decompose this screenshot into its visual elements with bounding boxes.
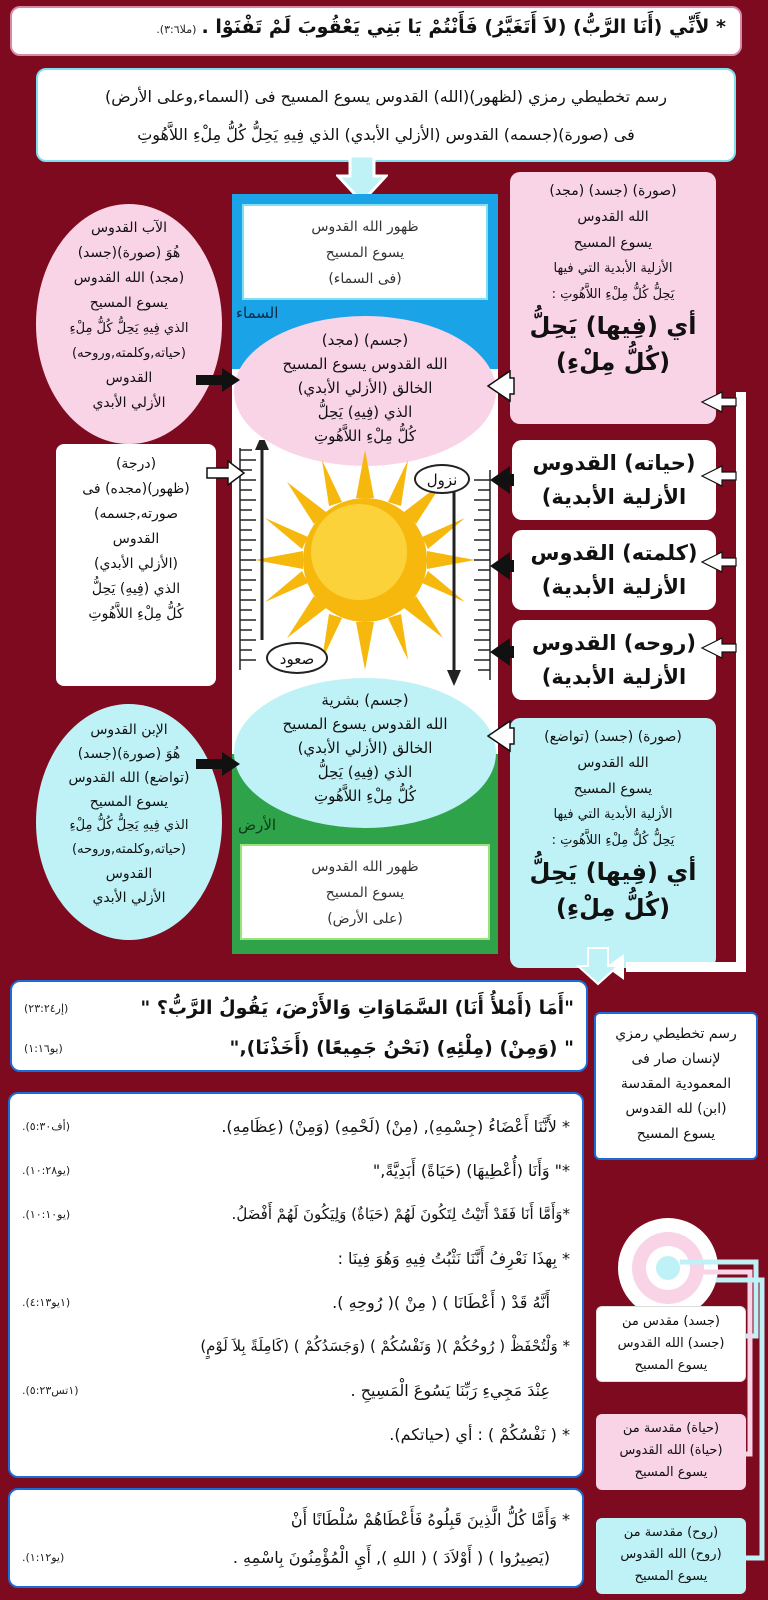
left-white-line-5: (الأزلي الأبدي)	[93, 556, 179, 572]
arrow-left-pink-to-top-oval	[196, 368, 240, 392]
life-line-2: الأزلية الأبدية)	[541, 485, 687, 509]
final-text-2: (يَصِيرُوا ) ( أَوْلاَدَ ) ( اللهِ ), أَيِ الْمُؤْمِنُونَ بِاسْمِهِ .	[232, 1547, 550, 1567]
left-white-line-6: الذي (فِيهِ) يَحِلُّ	[91, 581, 181, 597]
final-box	[8, 1488, 584, 1588]
left-cyan-line-2: هُوَ (صورة)(جسد)	[77, 746, 181, 762]
verse-ref-2: (يو١:١٦)	[24, 1041, 63, 1055]
intro-line-1: رسم تخطيطي رمزي (لظهور)(الله) القدوس يسوع المسيح فى (السماء,وعلى الأرض)	[105, 87, 667, 106]
descent-label: نزول	[414, 464, 470, 494]
verse-box	[10, 980, 588, 1072]
right-cyan-line-3: يسوع المسيح	[573, 781, 653, 797]
legend-spirit-line-1: (روح) مقدسة من	[623, 1525, 719, 1540]
word-line-2: الأزلية الأبدية)	[541, 575, 687, 599]
scripture-text-1: * لأَنَّنَا أَعْضَاءُ (جِسْمِهِ), (مِنْ) (لَحْمِهِ) (وَمِنْ) (عِظَامِهِ).	[221, 1116, 570, 1136]
earth-card-line-3: (على الأرض)	[327, 911, 403, 927]
sky-card-line-3: (فى السماء)	[328, 271, 402, 287]
left-pink-line-1: الآب القدوس	[91, 220, 167, 236]
arrow-left-white-to-ladder	[206, 460, 246, 486]
life-line-1: (حياته) القدوس	[532, 451, 696, 475]
left-white-line-1: (درجة)	[115, 456, 157, 472]
top-verse-text: * لأَنِّي (أَنَا الرَّبُّ) (لاَ أَتَغَيَّرُ) فَأَنْتُمْ يَا بَنِي يَعْقُوبَ لَمْ تَفْنَوْا .	[201, 16, 726, 38]
bottom-oval	[234, 678, 496, 828]
left-cyan-oval	[36, 704, 222, 940]
earth-label: الأرض	[238, 816, 277, 834]
right-cyan-line-4: الأزلية الأبدية التي فيها	[553, 807, 673, 822]
left-white-box	[56, 444, 216, 686]
legend-spirit	[596, 1518, 746, 1594]
right-cyan-line-5: يَحِلُّ كُلُّ مِلْءِ اللاَّهُوتِ :	[551, 833, 675, 848]
word-line-1: (كلمته) القدوس	[530, 541, 698, 565]
right-cyan-line-6: أي (فِيها) يَحِلُّ	[529, 858, 697, 886]
scripture-line-6	[22, 1324, 570, 1368]
left-pink-oval	[36, 204, 222, 444]
left-cyan-line-8: الأزلي الأبدي	[92, 890, 166, 906]
sky-card-line-1: ظهور الله القدوس	[311, 219, 419, 235]
top-oval-line-4: الذي (فِيهِ) يَحِلُّ	[317, 403, 413, 421]
final-line-2	[22, 1538, 570, 1576]
scripture-line-8	[22, 1412, 570, 1456]
left-cyan-line-7: القدوس	[105, 866, 153, 882]
legend-spirit-line-3: يسوع المسيح	[634, 1569, 708, 1584]
final-text-1: * وَأَمَّا كُلُّ الَّذِينَ قَبِلُوهُ فَأَعْطَاهُمْ سُلْطَانًا أَنْ	[290, 1509, 570, 1529]
scripture-line-4	[22, 1236, 570, 1280]
bottom-oval-line-5: كُلُّ مِلْءِ اللاَّهُوتِ	[314, 787, 416, 805]
right-side-arrows	[486, 370, 768, 1020]
verse-line-2	[24, 1028, 574, 1068]
bottom-oval-line-1: (جسم) بشرية	[321, 691, 409, 709]
scripture-box	[8, 1092, 584, 1478]
scripture-ref-3: (يو١٠:١٠).	[22, 1207, 71, 1221]
left-pink-line-8: الأزلي الأبدي	[92, 395, 166, 411]
right-pink-line-6: أي (فِيها) يَحِلُّ	[529, 312, 697, 340]
arrow-left-cyan-to-bottom-oval	[196, 752, 240, 776]
scripture-ref-2: (يو١٠:٢٨).	[22, 1163, 71, 1177]
verse-ref-1: (إر٢٣:٢٤)	[24, 1001, 69, 1015]
right-pink-line-2: الله القدوس	[577, 209, 649, 225]
scripture-line-1	[22, 1104, 570, 1148]
scripture-ref-7: (١تس٥:٢٣).	[22, 1383, 79, 1397]
earth-card-line-1: ظهور الله القدوس	[311, 859, 419, 875]
right-pink-line-4: الأزلية الأبدية التي فيها	[553, 261, 673, 276]
legend-life-line-3: يسوع المسيح	[634, 1465, 708, 1480]
left-white-line-4: القدوس	[112, 531, 160, 547]
left-pink-line-3: (مجد) الله القدوس	[73, 270, 185, 286]
scripture-line-3	[22, 1192, 570, 1236]
left-white-line-2: (ظهور)(مجده) فى	[82, 481, 190, 497]
ascent-label: صعود	[266, 642, 328, 674]
right-pink-line-3: يسوع المسيح	[573, 235, 653, 251]
left-cyan-line-3: (تواضع) الله القدوس	[68, 770, 190, 786]
verse-text-2: " (وَمِنْ) (مِلْئِهِ) (نَحْنُ جَمِيعًا) (أَخَذْنَا),"	[229, 1037, 574, 1059]
left-pink-line-2: هُوَ (صورة)(جسد)	[77, 245, 181, 261]
side-note-line-3: المعمودية المقدسة	[620, 1076, 732, 1092]
right-cyan-line-7: (كُلُّ مِلْءِ)	[555, 894, 671, 922]
legend-life-line-2: (حياة) الله القدوس	[619, 1443, 723, 1458]
bottom-oval-line-2: الله القدوس يسوع المسيح	[282, 715, 448, 733]
earth-card	[240, 844, 490, 940]
scripture-text-3: *وَأَمَّا أَنَا فَقَدْ أَتَيْتُ لِتَكُونَ لَهُمْ (حَيَاةٌ) وَلِيَكُونَ لَهُمْ أَفْضَلُ.	[231, 1205, 570, 1223]
scripture-text-8: * ( نَفْسُكُمْ ) : أي (حياتكم).	[389, 1424, 570, 1444]
intro-line-2: فى (صورة)(جسمه) القدوس (الأزلي الأبدي) الذي فِيهِ يَحِلُّ كُلُّ مِلْءِ اللاَّهُوتِ	[137, 125, 635, 144]
top-oval-line-3: الخالق (الأزلي الأبدي)	[297, 379, 433, 397]
sky-card-line-2: يسوع المسيح	[325, 245, 405, 261]
right-pink-line-7: (كُلُّ مِلْءِ)	[555, 348, 671, 376]
right-pink-line-1: (صورة) (جسد) (مجد)	[549, 183, 677, 199]
bottom-oval-line-4: الذي (فِيهِ) يَحِلُّ	[317, 763, 413, 781]
left-cyan-line-1: الإبن القدوس	[90, 722, 168, 738]
final-line-1	[22, 1500, 570, 1538]
left-pink-line-6: (حياته,وكلمته,وروحه)	[72, 346, 186, 361]
scripture-text-4: * بِهذَا نَعْرِفُ أَنَّنَا نَثْبُتُ فِيهِ وَهُوَ فِينَا :	[337, 1248, 570, 1268]
top-oval-line-1: (جسم) (مجد)	[321, 331, 409, 349]
scripture-text-2: *" وَأَنَا (أُعْطِيهَا) (حَيَاةً) أَبَدِيَّةً,"	[372, 1160, 570, 1180]
top-oval-line-2: الله القدوس يسوع المسيح	[282, 355, 448, 373]
legend-life	[596, 1414, 746, 1490]
intro-box	[36, 68, 736, 162]
side-note-box	[594, 1012, 758, 1160]
sky-card	[242, 204, 488, 300]
right-pink-line-5: يَحِلُّ كُلُّ مِلْءِ اللاَّهُوتِ :	[551, 287, 675, 302]
left-pink-line-4: يسوع المسيح	[89, 295, 169, 311]
scripture-ref-1: (أف٥:٣٠).	[22, 1119, 70, 1133]
earth-card-line-2: يسوع المسيح	[325, 885, 405, 901]
legend-body	[596, 1306, 746, 1382]
left-cyan-line-4: يسوع المسيح	[89, 794, 169, 810]
scripture-line-2	[22, 1148, 570, 1192]
descent-arrow	[447, 484, 461, 686]
top-verse-box	[10, 6, 742, 56]
left-pink-line-5: الذي فِيهِ يَحِلُّ كُلُّ مِلْءِ	[69, 321, 189, 336]
side-note-line-2: لإنسان صار فى	[631, 1051, 721, 1067]
right-cyan-line-1: (صورة) (جسد) (تواضع)	[544, 729, 682, 745]
legend-life-line-1: (حياة) مقدسة من	[622, 1421, 720, 1436]
verse-line-1	[24, 988, 574, 1028]
right-cyan-line-2: الله القدوس	[577, 755, 649, 771]
left-white-line-7: كُلُّ مِلْءِ اللاَّهُوتِ	[88, 606, 184, 622]
legend-spirit-line-2: (روح) الله القدوس	[620, 1547, 722, 1562]
spirit-line-1: (روحه) القدوس	[532, 631, 696, 655]
sky-label: السماء	[236, 304, 279, 322]
left-cyan-line-6: (حياته,وكلمته,وروحه)	[72, 842, 186, 857]
target-circles	[618, 1218, 718, 1318]
scripture-text-6: * وَلْتُحْفَظْ ( رُوحُكُمْ )( وَنَفْسُكُمْ ) (وَجَسَدُكُمْ ) (كَامِلَةً بِلاَ لَوْمٍ)	[200, 1337, 570, 1355]
side-note-line-5: يسوع المسيح	[636, 1126, 716, 1142]
ascent-arrow	[255, 440, 269, 640]
scripture-ref-5: (١يو٤:١٣).	[22, 1295, 71, 1309]
scripture-line-5	[22, 1280, 570, 1324]
scripture-text-5: أَنَّهُ قَدْ ( أَعْطَانَا ) ( مِنْ )( رُوحِهِ ).	[332, 1292, 550, 1312]
verse-text-1: "أَمَا (أَمْلأُ أَنَا) السَّمَاوَاتِ وَالأَرْضَ، يَقُولُ الرَّبُّ؟ "	[140, 997, 574, 1019]
left-pink-line-7: القدوس	[105, 370, 153, 386]
scripture-text-7: عِنْدَ مَجِيءِ رَبِّنَا يَسُوعَ الْمَسِيحِ .	[350, 1380, 550, 1400]
side-note-line-1: رسم تخطيطي رمزي	[615, 1026, 737, 1042]
scripture-line-7	[22, 1368, 570, 1412]
side-note-line-4: (ابن) لله القدوس	[625, 1101, 727, 1117]
legend-body-line-3: يسوع المسيح	[634, 1358, 708, 1373]
final-ref: (يو١:١٢).	[22, 1550, 65, 1564]
spirit-line-2: الأزلية الأبدية)	[541, 665, 687, 689]
top-verse-ref: (ملا٣:٦).	[156, 23, 197, 36]
legend-body-line-2: (جسد) الله القدوس	[617, 1336, 725, 1351]
top-oval-line-5: كُلُّ مِلْءِ اللاَّهُوتِ	[314, 427, 416, 445]
legend-body-line-1: (جسد) مقدس من	[622, 1314, 720, 1329]
left-cyan-line-5: الذي فِيهِ يَحِلُّ كُلُّ مِلْءِ	[69, 818, 189, 833]
bottom-oval-line-3: الخالق (الأزلي الأبدي)	[297, 739, 433, 757]
left-white-line-3: صورته,جسمه)	[94, 506, 178, 522]
